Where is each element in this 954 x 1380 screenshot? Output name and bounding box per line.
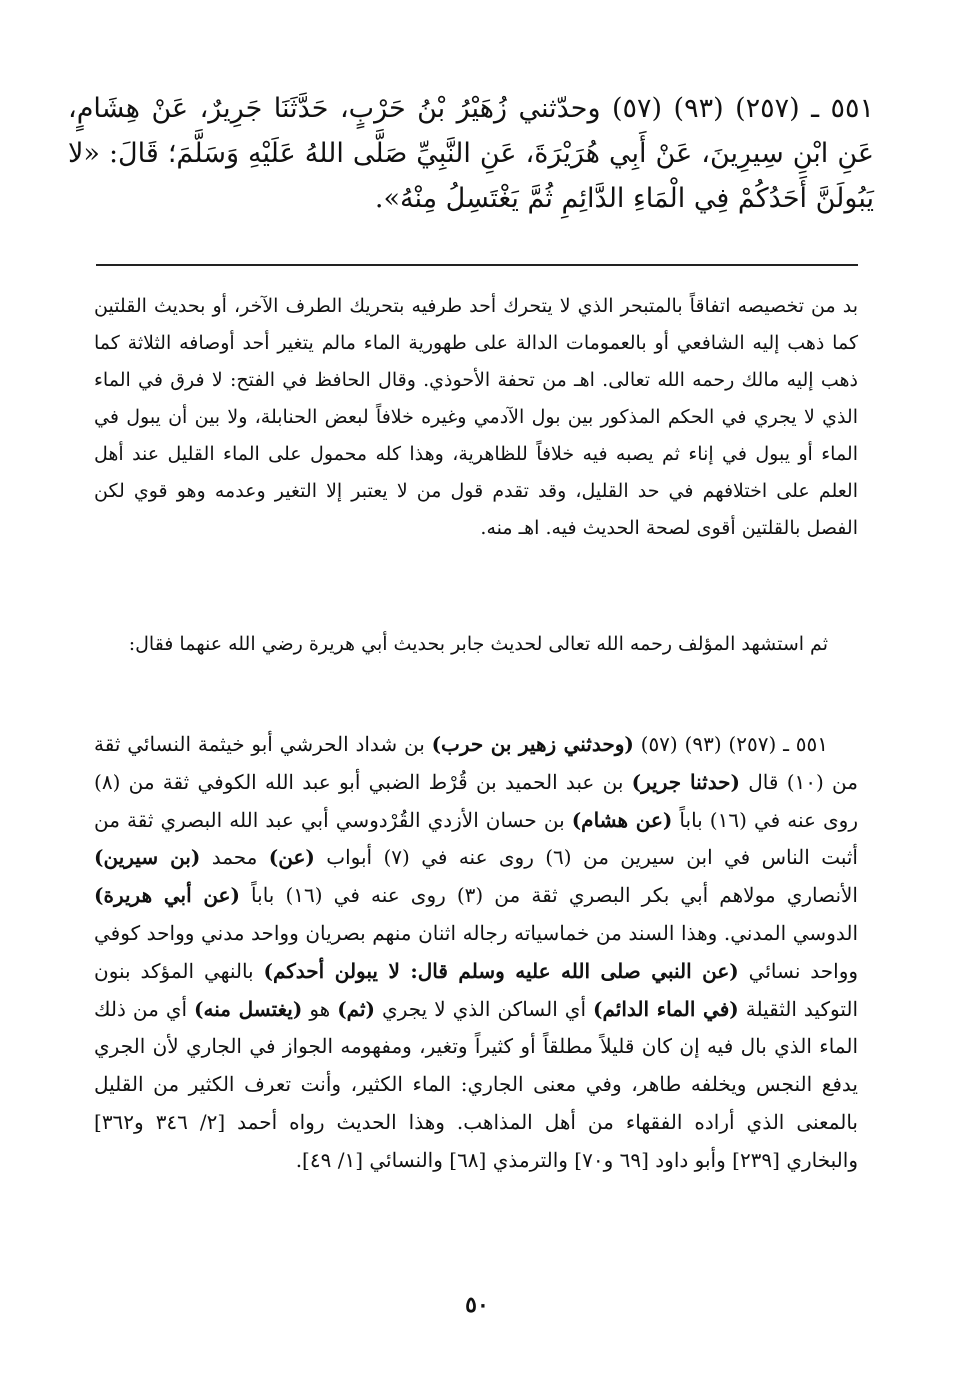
- sharh-text: ٥٥١ ـ (٢٥٧) (٩٣) (٥٧): [633, 732, 828, 756]
- sharh-text: بن عبد الحميد بن قُرْط الضبي أبو عبد الله الكوفي ثقة من (٨) روى عنه في (١٦) باباً: [94, 769, 858, 832]
- sharh-bold: (بن سيرين): [94, 845, 201, 870]
- sharh-bold: (يغتسل منه): [194, 996, 303, 1021]
- sharh-text: أي من ذلك الماء الذي بال فيه إن كان قليلاً مطلقاً أو كثيراً وتغير، ومفهومه الجواز في الجاري لأن الجري يدفع النجس ويخلفه طاهر، وفي معنى الجاري: الماء الكثير، وأنت تعرف الكثير من القليل بالمعنى الذي أراده الفقهاء من أهل المذاهب. وهذا الحديث رواه أحمد [٢/ ٣٤٦ و٣٦٢] والبخاري [٢٣٩] وأبو داود [٦٩ و٧٠] والترمذي [٦٨] والنسائي [١/ ٤٩].: [94, 996, 858, 1172]
- sharh-text: بالنهي المؤكد بنون التوكيد الثقيلة: [94, 958, 858, 1021]
- sharh-bold: (عن أبي هريرة): [94, 883, 240, 908]
- sharh-text: الأنصاري مولاهم أبي بكر البصري ثقة من (٣) روى عنه في (١٦) باباً: [239, 883, 858, 908]
- sharh-bold: (وحدثني زهير بن حرب): [431, 732, 634, 756]
- footnote-divider: [96, 264, 858, 266]
- intro-block: [94, 626, 858, 663]
- sharh-text: بن شداد الحرشي أبو خيثمة النسائي ثقة من (١٠) قال: [94, 732, 858, 794]
- sharh-text: بن حسان الأزدي القُرْدوسي أبي عبد الله البصري ثقة من أثبت الناس في ابن سيرين من (٦) روى عنه في (٧) أبواب: [94, 807, 858, 870]
- intro-text: ثم استشهد المؤلف رحمه الله تعالى لحديث جابر بحديث أبي هريرة رضي الله عنهما فقال:: [128, 633, 828, 655]
- hadith-text: ٥٥١ ـ (٢٥٧) (٩٣) (٥٧) وحدّثني زُهَيْرُ بْنُ حَرْبٍ، حَدَّثَنَا جَرِيرٌ، عَنْ هِشَامٍ، عَنِ ابْنِ سِيرِينَ، عَنْ أَبِي هُرَيْرَةَ، عَنِ النَّبِيِّ صَلَّى اللهُ عَلَيْهِ وَسَلَّمَ؛ قَالَ: «لا يَبُولَنَّ أَحَدُكُمْ فِي الْمَاءِ الدَّائِمِ ثُمَّ يَغْتَسِلُ مِنْهُ».: [68, 93, 875, 214]
- footnote-block: [94, 288, 858, 547]
- sharh-bold: (عن النبي صلى الله عليه وسلم قال: لا يبولن أحدكم): [263, 958, 739, 983]
- sharh-bold: (عن): [268, 845, 315, 870]
- sharh-text: الدوسي المدني. وهذا السند من خماسياته رجاله اثنان منهم بصريان وواحد مدني وواحد كوفي وواحد نسائي: [94, 920, 859, 983]
- sharh-bold: (حدثنا جرير): [631, 769, 741, 794]
- sharh-text: هو: [302, 996, 338, 1021]
- page-number: ٥٠: [465, 1292, 489, 1318]
- sharh-text: أي الساكن الذي لا يجري: [375, 996, 594, 1021]
- sharh-bold: (في الماء الدائم): [593, 996, 739, 1021]
- sharh-bold: (ثم): [337, 996, 376, 1021]
- sharh-paragraph: [94, 726, 858, 1180]
- sharh-bold: (عن هشام): [571, 807, 673, 832]
- sharh-block: [94, 726, 858, 1180]
- footnote-text: بد من تخصيصه اتفاقاً بالمتبحر الذي لا يتحرك أحد طرفيه بتحريك الطرف الآخر، أو بحديث القلتين كما ذهب إليه الشافعي أو بالعمومات الدالة على طهورية الماء مالم يتغير أحد أوصافه الثلاثة كما ذهب إليه مالك رحمه الله تعالى. اهـ من تحفة الأحوذي. وقال الحافظ في الفتح: لا فرق في الماء الذي لا يجري في الحكم المذكور بين بول الآدمي وغيره خلافاً لبعض الحنابلة، ولا بين أن يبول في الماء أو يبول في إناء ثم يصبه فيه خلافاً للظاهرية، وهذا كله محمول على الماء القليل عند أهل العلم على اختلافهم في حد القليل، وقد تقدم قول من لا يعتبر إلا التغير وعدمه وهو قوي لكن الفصل بالقلتين أقوى لصحة الحديث فيه. اهـ منه.: [94, 295, 858, 539]
- sharh-text: محمد: [200, 845, 269, 870]
- hadith-text-block: [68, 86, 874, 221]
